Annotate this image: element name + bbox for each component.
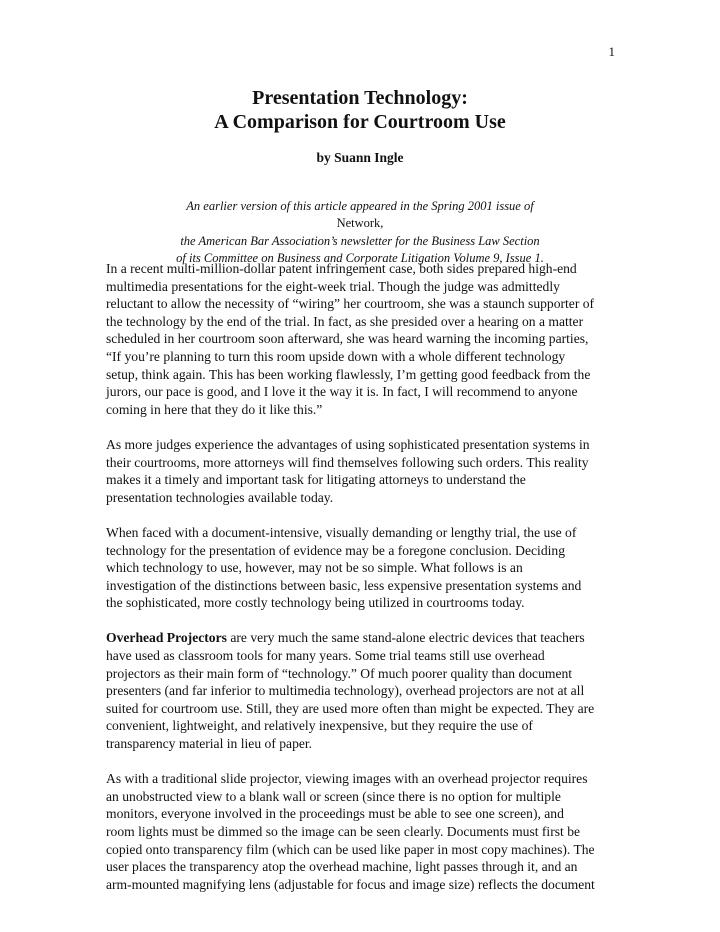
- text-line: user places the transparency atop the overhead machine, light passes through it, and an: [106, 859, 578, 875]
- article-body: [106, 260, 621, 911]
- note-publication-name: Network,: [336, 216, 384, 231]
- text-line: presentation technologies available today.: [106, 489, 334, 505]
- text-line: which technology to use, however, may not be so simple. What follows is an: [106, 560, 523, 576]
- text-line: multimedia presentations for the eight-week trial. Though the judge was admittedly: [106, 278, 560, 294]
- text-line: reluctant to allow the necessity of “wiring” her courtroom, she was a staunch supporter of: [106, 296, 595, 312]
- text-line: technology for the presentation of evidence may be a foregone conclusion. Deciding: [106, 542, 566, 558]
- text-line: As with a traditional slide projector, viewing images with an overhead projector requires: [106, 771, 588, 787]
- text-line: presenters (and far inferior to multimedia technology), overhead projectors are not at all: [106, 683, 585, 699]
- author-byline: by Suann Ingle: [316, 150, 404, 165]
- note-line-3: of its Committee on Business and Corporate Litigation Volume 9, Issue 1.: [176, 250, 544, 265]
- text-line: scheduled in her courtroom soon afterward, she was heard warning the incoming parties,: [106, 331, 589, 347]
- paragraph-5: [106, 770, 621, 893]
- note-line-1-italic: An earlier version of this article appeared in the Spring 2001 issue of: [186, 199, 534, 213]
- text-line: “If you’re planning to turn this room upside down with a whole different technology: [106, 348, 566, 364]
- text-line: investigation of the distinctions between basic, less expensive presentation systems and: [106, 577, 582, 593]
- document-title: [0, 86, 720, 134]
- text-line: When faced with a document-intensive, visually demanding or lengthy trial, the use of: [106, 524, 577, 540]
- title-line-2: A Comparison for Courtroom Use: [214, 111, 506, 133]
- text-line: suited for courtroom use. Still, they are used more often than might be expected. They are: [106, 700, 595, 716]
- title-line-1: Presentation Technology:: [252, 87, 468, 109]
- text-line: have used as classroom tools for many years. Some trial teams still use overhead: [106, 648, 545, 664]
- note-line-1: [0, 198, 720, 233]
- page-number: 1: [608, 44, 615, 59]
- text-line: setup, think again. This has been working flawlessly, I’m getting good feedback from the: [106, 366, 591, 382]
- text-line: convenient, lightweight, and relatively inexpensive, but they require the use of: [106, 718, 533, 734]
- paragraph-2: [106, 436, 621, 506]
- text-line: the sophisticated, more costly technology being utilized in courtrooms today.: [106, 595, 525, 611]
- text-line: the technology by the end of the trial. In fact, as she presided over a hearing on a matter: [106, 313, 584, 329]
- publication-note: [0, 198, 720, 267]
- paragraph-3: [106, 524, 621, 612]
- text-line: an unobstructed view to a blank wall or screen (since there is no option for multiple: [106, 788, 561, 804]
- text-line: monitors, everyone involved in the proceedings must be able to see one screen), and: [106, 806, 564, 822]
- text-line: transparency material in lieu of paper.: [106, 736, 313, 752]
- text-line: coming in here that they do it like this.”: [106, 401, 323, 417]
- section-lead-term: Overhead Projectors: [106, 630, 227, 646]
- text-line: In a recent multi-million-dollar patent infringement case, both sides prepared high-end: [106, 261, 577, 276]
- paragraph-1: [106, 260, 621, 418]
- text-line: copied onto transparency film (which can be used like paper in most copy machines). The: [106, 841, 595, 857]
- text-line: [106, 629, 621, 647]
- paragraph-4: [106, 629, 621, 752]
- text-line: room lights must be dimmed so the image can be seen clearly. Documents must first be: [106, 824, 581, 839]
- text-line: makes it a timely and important task for litigating attorneys to understand the: [106, 472, 526, 488]
- text-line: projectors as their main form of “technology.” Of much poorer quality than document: [106, 665, 573, 681]
- text-line: their courtrooms, more attorneys will find themselves following such orders. This reality: [106, 454, 589, 470]
- section-lead-rest: are very much the same stand-alone electric devices that teachers: [226, 630, 585, 646]
- note-line-2: the American Bar Association’s newsletter for the Business Law Section: [180, 233, 540, 248]
- text-line: arm-mounted magnifying lens (adjustable for focus and image size) reflects the document: [106, 876, 595, 892]
- text-line: As more judges experience the advantages of using sophisticated presentation systems in: [106, 436, 590, 452]
- text-line: jurors, our pace is good, and I love it the way it is. In fact, I will recommend to anyone: [106, 384, 578, 400]
